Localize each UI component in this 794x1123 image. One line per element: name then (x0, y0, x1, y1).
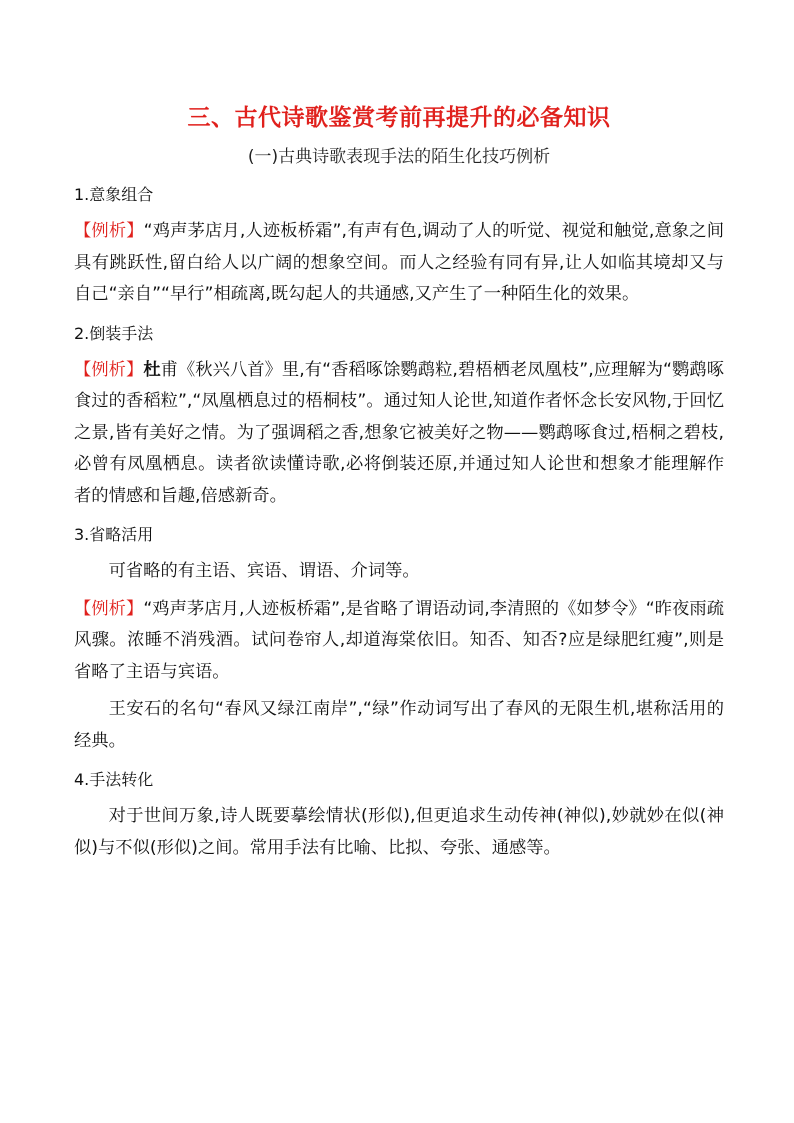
section-heading-4: 4.手法转化 (74, 770, 154, 789)
section-heading-1: 1.意象组合 (74, 185, 154, 204)
section-heading-2: 2.倒装手法 (74, 323, 154, 343)
section-extra-3: 王安石的名句“春风又绿江南岸”,“绿”作动词写出了春风的无限生机,堪称活用的经典。 (74, 699, 724, 751)
section-example-3 (74, 594, 724, 689)
section-example-2 (74, 355, 724, 513)
example-author-char: 杜 (143, 359, 161, 380)
section-example-1 (74, 216, 724, 311)
section-heading-3: 3.省略活用 (74, 525, 154, 544)
example-text: “鸡声茅店月,人迹板桥霜”,有声有色,调动了人的听觉、视觉和触觉,意象之间具有跳跃性,留白给人以广阔的想象空间。而人之经验有同有异,让人如临其境却又与自己“亲自”“早行”相疏离,既勾起人的共通感,又产生了一种陌生化的效果。 (74, 221, 724, 304)
example-text: “鸡声茅店月,人迹板桥霜”,是省略了谓语动词,李清照的《如梦令》“昨夜雨疏风骤。浓睡不消残酒。试问卷帘人,却道海棠依旧。知否、知否?应是绿肥红瘦”,则是省略了主语与宾语。 (74, 598, 724, 682)
document-title: 三、古代诗歌鉴赏考前再提升的必备知识 (187, 105, 611, 131)
example-tag: 【例析】 (74, 598, 144, 619)
section-intro-4: 对于世间万象,诗人既要摹绘情状(形似),但更追求生动传神(神似),妙就妙在似(神似)与不似(形似)之间。常用手法有比喻、比拟、夸张、通感等。 (74, 806, 724, 858)
example-tag: 【例析】 (74, 359, 144, 380)
document-page (74, 100, 724, 864)
document-subtitle: (一)古典诗歌表现手法的陌生化技巧例析 (247, 147, 551, 167)
section-intro-3: 可省略的有主语、宾语、谓语、介词等。 (108, 561, 420, 581)
example-tag: 【例析】 (74, 221, 144, 241)
example-text: 甫《秋兴八首》里,有“香稻啄馀鹦鹉粒,碧梧栖老凤凰枝”,应理解为“鹦鹉啄食过的香稻粒”,“凤凰栖息过的梧桐枝”。通过知人论世,知道作者怀念长安风物,于回忆之景,皆有美好之情。为了强调稻之香,想象它被美好之物——鹦鹉啄食过,梧桐之碧枝,必曾有凤凰栖息。读者欲读懂诗歌,必将倒装还原,并通过知人论世和想象才能理解作者的情感和旨趣,倍感新奇。 (74, 359, 724, 506)
